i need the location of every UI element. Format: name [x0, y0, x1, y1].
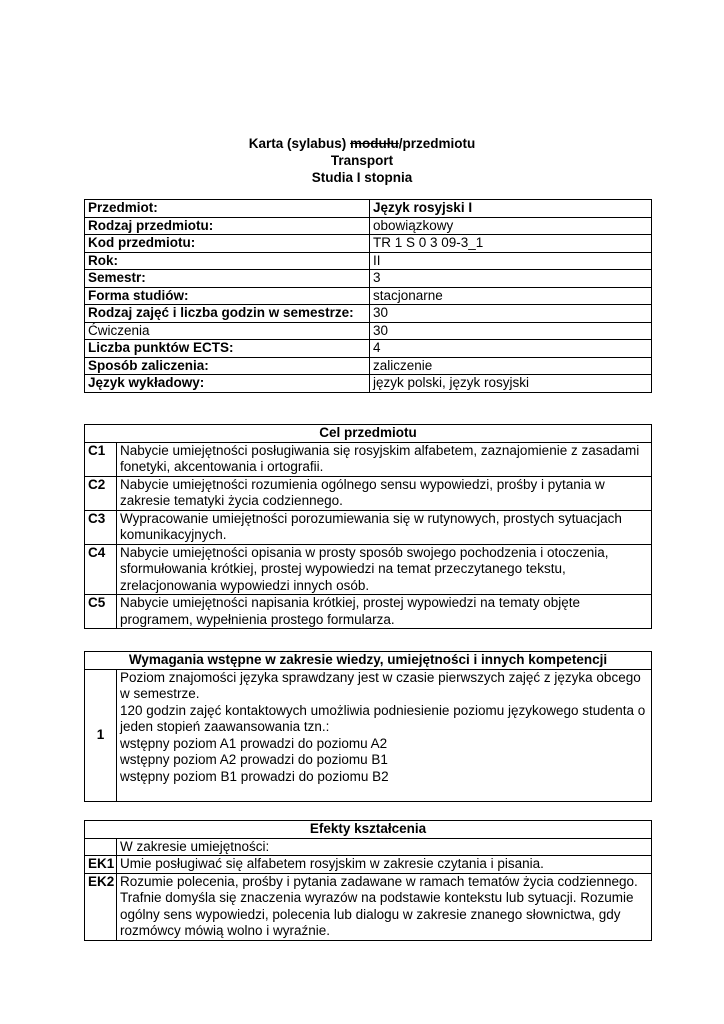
info-row	[85, 235, 652, 253]
info-row	[85, 217, 652, 235]
info-row	[85, 357, 652, 375]
prerequisites-line: wstępny poziom B1 prowadzi do poziomu B2	[120, 768, 389, 784]
goal-text: Nabycie umiejętności posługiwania się rosyjskim alfabetem, zaznajomienie z zasadami fonetyki, akcentowania i ortografii.	[117, 442, 652, 476]
info-label: Rok:	[85, 252, 370, 270]
document-header	[0, 135, 724, 186]
goal-id: C1	[85, 442, 117, 476]
info-label: Rodzaj zajęć i liczba godzin w semestrze:	[85, 305, 370, 323]
learning-outcomes-table	[84, 820, 652, 941]
goal-id: C5	[85, 595, 117, 629]
goal-id: C4	[85, 544, 117, 595]
outcome-row	[85, 873, 652, 940]
prerequisites-line: wstępny poziom A2 prowadzi do poziomu B1	[120, 752, 388, 767]
info-value: Język rosyjski I	[370, 200, 652, 218]
header-line-3: Studia I stopnia	[311, 170, 413, 185]
prerequisites-number: 1	[85, 669, 117, 801]
prerequisites-title: Wymagania wstępne w zakresie wiedzy, umiejętności i innych kompetencji	[85, 652, 652, 670]
info-value: 4	[370, 340, 652, 358]
header-line-2: Transport	[330, 153, 394, 168]
info-value: język polski, język rosyjski	[370, 375, 652, 393]
goal-text: Wypracowanie umiejętności porozumiewania się w rutynowych, prostych sytuacjach komunikacyjnych.	[117, 510, 652, 544]
info-value: obowiązkowy	[370, 217, 652, 235]
goal-row	[85, 442, 652, 476]
outcome-row	[85, 856, 652, 874]
info-row	[85, 340, 652, 358]
goal-text: Nabycie umiejętności rozumienia ogólnego sensu wypowiedzi, prośby i pytania w zakresie tematyki życia codziennego.	[117, 476, 652, 510]
outcomes-intro-empty-cell	[85, 838, 117, 856]
goal-text: Nabycie umiejętności opisania w prosty sposób swojego pochodzenia i otoczenia, sformułowania krótkiej, prostej wypowiedzi na temat przeczytanego tekstu, zrelacjonowania wypowiedzi innych osób.	[117, 544, 652, 595]
info-value: stacjonarne	[370, 287, 652, 305]
info-label: Rodzaj przedmiotu:	[85, 217, 370, 235]
info-label: Kod przedmiotu:	[85, 235, 370, 253]
info-value: 30	[370, 322, 652, 340]
outcomes-intro-row	[85, 838, 652, 856]
goals-title: Cel przedmiotu	[85, 425, 652, 443]
header-line-1: Karta (sylabus) modułu/przedmiotu	[248, 136, 476, 151]
struck-word: modułu	[350, 136, 399, 151]
goal-row	[85, 595, 652, 629]
outcome-id: EK2	[85, 873, 117, 940]
course-goals-table	[84, 424, 652, 629]
info-value: zaliczenie	[370, 357, 652, 375]
info-label: Liczba punktów ECTS:	[85, 340, 370, 358]
info-label: Ćwiczenia	[85, 322, 370, 340]
outcomes-title-row	[85, 821, 652, 839]
info-row	[85, 270, 652, 288]
info-label: Sposób zaliczenia:	[85, 357, 370, 375]
info-label: Semestr:	[85, 270, 370, 288]
outcome-text: Umie posługiwać się alfabetem rosyjskim w zakresie czytania i pisania.	[117, 856, 652, 874]
info-label: Forma studiów:	[85, 287, 370, 305]
goal-row	[85, 544, 652, 595]
prerequisites-title-row	[85, 652, 652, 670]
prerequisites-line: 120 godzin zajęć kontaktowych umożliwia podniesienie poziomu językowego studenta o jeden stopień zaawansowania tzn.:	[120, 702, 646, 734]
info-value: II	[370, 252, 652, 270]
goal-row	[85, 476, 652, 510]
info-label: Język wykładowy:	[85, 375, 370, 393]
prerequisites-line: Poziom znajomości języka sprawdzany jest w czasie pierwszych zajęć z języka obcego w semestrze.	[120, 669, 641, 701]
outcomes-intro: W zakresie umiejętności:	[117, 838, 652, 856]
goal-id: C2	[85, 476, 117, 510]
goal-text: Nabycie umiejętności napisania krótkiej, prostej wypowiedzi na tematy objęte programem, wypełnienia prostego formularza.	[117, 595, 652, 629]
goal-row	[85, 510, 652, 544]
course-info-table	[84, 199, 652, 393]
prerequisites-row	[85, 669, 652, 801]
prerequisites-line: wstępny poziom A1 prowadzi do poziomu A2	[120, 735, 388, 751]
info-row	[85, 305, 652, 323]
info-value: 30	[370, 305, 652, 323]
outcomes-title: Efekty kształcenia	[85, 821, 652, 839]
info-value: 3	[370, 270, 652, 288]
prerequisites-table	[84, 651, 652, 802]
info-row	[85, 375, 652, 393]
prerequisites-text	[117, 669, 652, 801]
info-row	[85, 287, 652, 305]
info-value: TR 1 S 0 3 09-3_1	[370, 235, 652, 253]
info-row	[85, 322, 652, 340]
info-row	[85, 200, 652, 218]
info-label: Przedmiot:	[85, 200, 370, 218]
outcome-text: Rozumie polecenia, prośby i pytania zadawane w ramach tematów życia codziennego. Trafnie domyśla się znaczenia wyrazów na podstawie kontekstu lub sytuacji. Rozumie ogólny sens wypowiedzi, polecenia lub dialogu w zakresie znanego słownictwa, gdy rozmówcy mówią wolno i wyraźnie.	[117, 873, 652, 940]
goal-id: C3	[85, 510, 117, 544]
goals-title-row	[85, 425, 652, 443]
info-row	[85, 252, 652, 270]
outcome-id: EK1	[85, 856, 117, 874]
